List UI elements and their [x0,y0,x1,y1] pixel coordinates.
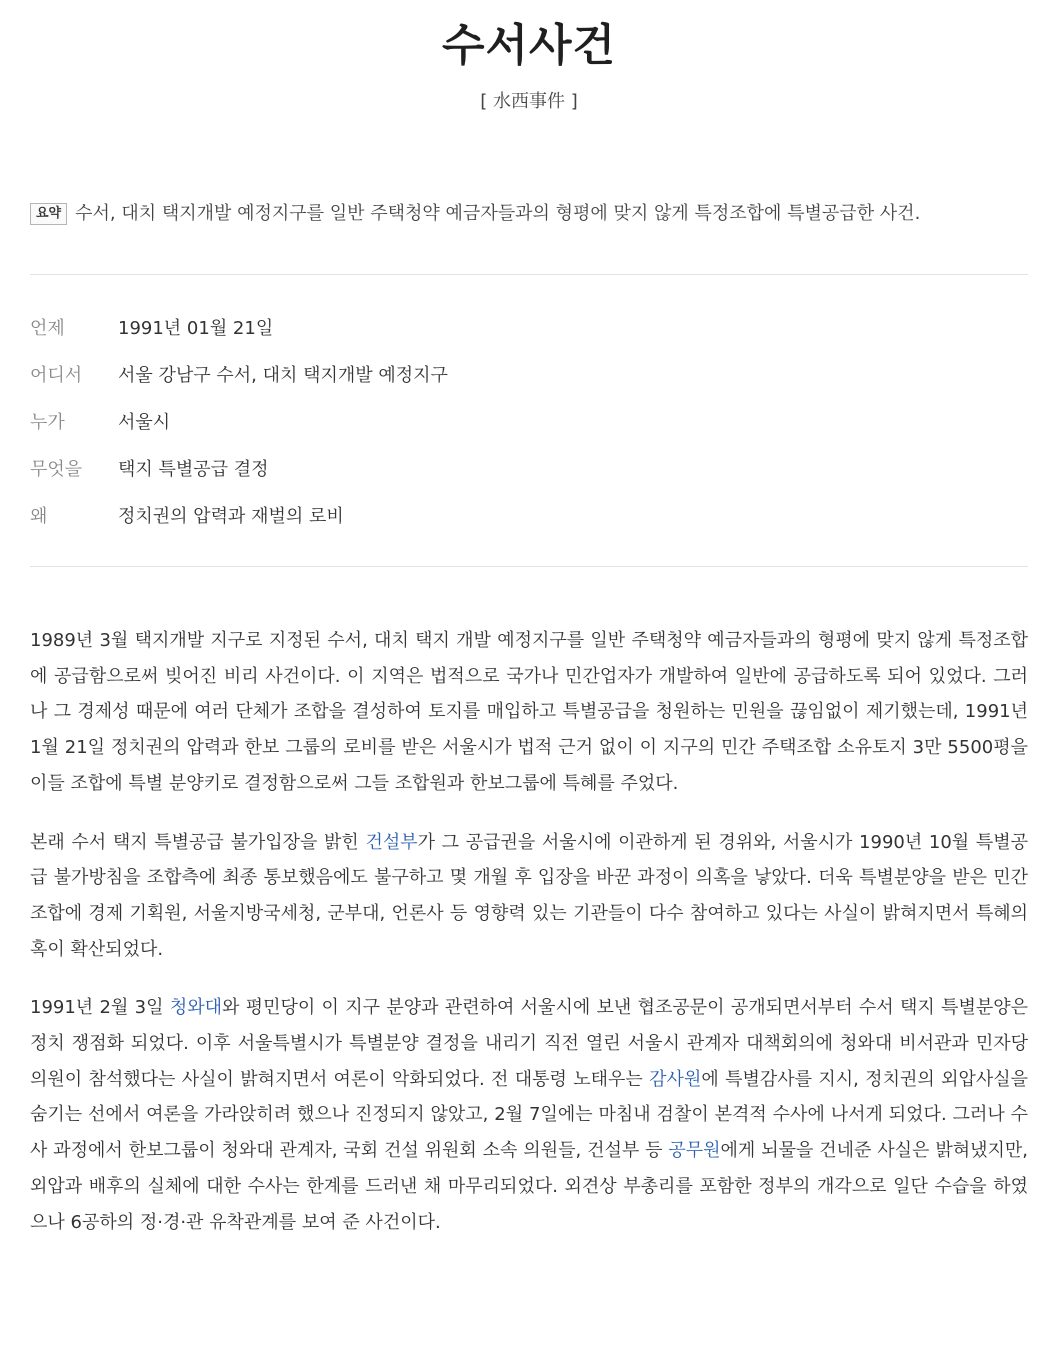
link-public-official[interactable]: 공무원 [668,1140,721,1162]
paragraph-text: 와 평민당이 이 지구 분양과 관련하여 서울시에 보낸 협조공문이 공개되면서부터 수서 택지 특별분양은 정치 쟁점화 되었다. 이후 서울특별시가 특별분양 결정을 내리기 직전 열린 서울시 관계자 대책회의에 청와대 비서관과 민자당 의원이 참석했다는 사실이 밝혀지면서 여론이 악화되었다. 전 대통령 노태우는 [30,997,1028,1090]
hanja-subtitle: [ 水西事件 ] [480,91,578,112]
summary-badge: 요약 [30,203,67,225]
link-ministry-of-construction[interactable]: 건설부 [365,831,418,853]
fact-row-when [30,303,1028,350]
article-body [30,567,1028,1240]
fact-value: 서울시 [118,411,171,433]
summary-text: 수서, 대치 택지개발 예정지구를 일반 주택청약 예금자들과의 형평에 맞지 않게 특정조합에 특별공급한 사건. [75,203,921,224]
fact-row-who [30,397,1028,444]
paragraph-text: 에 특별감사를 지시, 정치권의 외압사실을 숨기는 선에서 여론을 가라앉히려 했으나 진정되지 않았고, 2월 7일에는 마침내 검찰이 본격적 수사에 나서게 되었다. 그러나 수사 과정에서 한보그룹이 청와대 관계자, 국회 건설 위원회 소속 의원들, 건설부 등 [30,1068,1029,1162]
page-title: 수서사건 [441,20,616,71]
paragraph-1: 1989년 3월 택지개발 지구로 지정된 수서, 대치 택지 개발 예정지구를 일반 주택청약 예금자들과의 형평에 맞지 않게 특정조합에 공급함으로써 빚어진 비리 사건이다. 이 지역은 법적으로 국가나 민간업자가 개발하여 일반에 공급하도록 되어 있었다. 그러나 그 경제성 때문에 여러 단체가 조합을 결성하여 토지를 매입하고 특별공급을 청원하는 민원을 끊임없이 제기했는데, 1991년 1월 21일 정치권의 압력과 한보 그룹의 로비를 받은 서울시가 법적 근거 없이 이 지구의 민간 주택조합 소유토지 3만 5500평을 이들 조합에 특별 분양키로 결정함으로써 그들 조합원과 한보그룹에 특혜를 주었다. [30,630,1028,794]
fact-value: 1991년 01월 21일 [118,317,274,339]
fact-label: 누가 [30,411,65,433]
fact-value: 서울 강남구 수서, 대치 택지개발 예정지구 [118,364,448,386]
fact-row-what [30,444,1028,491]
link-blue-house[interactable]: 청와대 [169,997,222,1019]
fact-row-where [30,350,1028,397]
paragraph-text: 에게 뇌물을 건네준 사실은 밝혀냈지만, 외압과 배후의 실체에 대한 수사는 한계를 드러낸 채 마무리되었다. 외견상 부총리를 포함한 정부의 개각으로 일단 수습을 하였으나 6공하의 정·경·관 유착관계를 보여 준 사건이다. [30,1140,1028,1233]
fact-label: 언제 [30,317,65,339]
fact-label: 어디서 [30,364,83,386]
fact-label: 무엇을 [30,458,83,480]
facts-table [30,275,1028,566]
paragraph-2 [30,825,1028,968]
paragraph-text: 1991년 2월 3일 [30,997,170,1019]
fact-value: 택지 특별공급 결정 [118,458,269,480]
article [30,0,1028,1263]
paragraph-3 [30,990,1028,1240]
paragraph-text: 가 그 공급권을 서울시에 이관하게 된 경위와, 서울시가 1990년 10월 특별공급 불가방침을 조합측에 최종 통보했음에도 불구하고 몇 개월 후 입장을 바꾼 과정이 의혹을 낳았다. 더욱 특별분양을 받은 민간조합에 경제 기획원, 서울지방국세청, 군부대, 언론사 등 영향력 있는 기관들이 다수 참여하고 있다는 사실이 밝혀지면서 특혜의혹이 확산되었다. [30,831,1028,960]
fact-value: 정치권의 압력과 재벌의 로비 [118,505,344,527]
paragraph-text: 본래 수서 택지 특별공급 불가입장을 밝힌 [30,831,366,853]
fact-row-why [30,491,1028,538]
fact-label: 왜 [30,505,48,527]
summary-section [30,196,1028,232]
link-board-of-audit[interactable]: 감사원 [649,1068,702,1090]
